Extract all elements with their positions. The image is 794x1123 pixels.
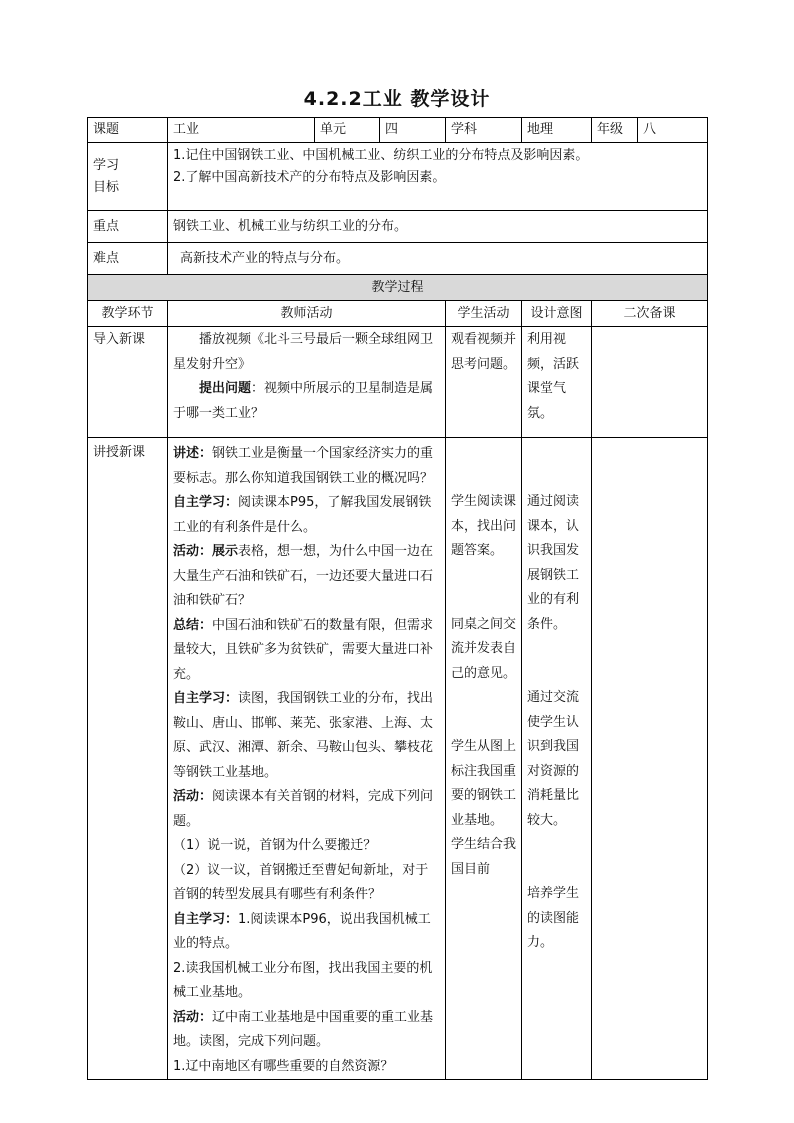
difficulty-label: 难点 xyxy=(88,243,168,275)
col-intent: 设计意图 xyxy=(522,301,592,327)
intro-student-text: 观看视频并思考问题。 xyxy=(451,332,517,372)
difficulty-text: 高新技术产业的特点与分布。 xyxy=(168,243,708,275)
intro-teacher-p2-rest: ：视频中所展示的卫星制造是属于哪一类工业？ xyxy=(173,381,434,421)
lecture-teacher-p: 1.辽中南地区有哪些重要的自然资源？ xyxy=(173,1058,394,1074)
lecture-student-p: 学生从图上标注我国重要的钢铁工业基地。 xyxy=(451,739,517,828)
objectives-content xyxy=(168,143,708,211)
lecture-teacher-p: 2.读我国机械工业分布图，找出我国主要的机械工业基地。 xyxy=(173,960,433,1000)
objectives-row xyxy=(88,143,708,211)
lecture-intent-p: 通过阅读课本，认识我国发展钢铁工业的有利条件。 xyxy=(527,494,580,632)
unit-value: 四 xyxy=(380,118,446,143)
lesson-plan-table xyxy=(87,117,708,1080)
intro-second xyxy=(592,327,708,438)
lecture-teacher-p: （1）说一说，首钢为什么要搬迁？ xyxy=(173,838,377,853)
info-row xyxy=(88,118,708,143)
grade-label: 年级 xyxy=(592,118,638,143)
lecture-teacher-p: 总结：中国石油和铁矿石的数量有限，但需求量较大，且铁矿多为贫铁矿，需要大量进口补充。 xyxy=(173,617,434,682)
intro-intent-text: 利用视频，活跃课堂气氛。 xyxy=(527,332,580,421)
subject-label: 学科 xyxy=(446,118,522,143)
lecture-teacher xyxy=(168,438,446,1080)
intro-teacher-p1: 播放视频《北斗三号最后一颗全球组网卫星发射升空》 xyxy=(173,332,434,372)
page-title: 4.2.2工业 教学设计 xyxy=(303,88,491,110)
difficulty-row xyxy=(88,243,708,275)
lecture-teacher-p: 自主学习：1.阅读课本P96，说出我国机械工业的特点。 xyxy=(173,911,431,951)
intro-stage: 导入新课 xyxy=(88,327,168,438)
key-point-text: 钢铁工业、机械工业与纺织工业的分布。 xyxy=(168,211,708,243)
subject-value: 地理 xyxy=(522,118,592,143)
lecture-teacher-p: 讲述：钢铁工业是衡量一个国家经济实力的重要标志。那么你知道我国钢铁工业的概况吗？ xyxy=(173,446,434,486)
intro-intent xyxy=(522,327,592,438)
course-value: 工业 xyxy=(168,118,315,143)
lecture-teacher-p: 活动：辽中南工业基地是中国重要的重工业基地。读图，完成下列问题。 xyxy=(173,1009,434,1049)
key-point-row xyxy=(88,211,708,243)
intro-teacher-p2 xyxy=(173,377,440,426)
objectives-label-line2: 目标 xyxy=(93,179,120,195)
col-stage: 教学环节 xyxy=(88,301,168,327)
objective-item: 2.了解中国高新技术产的分布特点及影响因素。 xyxy=(173,170,446,185)
columns-row xyxy=(88,301,708,327)
lecture-stage: 讲授新课 xyxy=(88,438,168,1080)
lecture-student-p: 学生结合我国目前 xyxy=(451,837,517,877)
process-header-row xyxy=(88,275,708,301)
key-point-label: 重点 xyxy=(88,211,168,243)
col-second: 二次备课 xyxy=(592,301,708,327)
objectives-label xyxy=(88,143,168,211)
intro-student xyxy=(446,327,522,438)
unit-label: 单元 xyxy=(315,118,380,143)
intro-teacher xyxy=(168,327,446,438)
col-teacher: 教师活动 xyxy=(168,301,446,327)
objectives-label-line1: 学习 xyxy=(93,157,120,173)
lecture-teacher-p: 活动：展示表格，想一想，为什么中国一边在大量生产石油和铁矿石，一边还要大量进口石油和铁矿石？ xyxy=(173,544,434,608)
lecture-teacher-p: 活动：阅读课本有关首钢的材料，完成下列问题。 xyxy=(173,789,434,829)
lecture-row xyxy=(88,438,708,1080)
grade-value: 八 xyxy=(638,118,708,143)
lecture-second xyxy=(592,438,708,1080)
course-label: 课题 xyxy=(88,118,168,143)
lecture-teacher-p: （2）议一议，首钢搬迁至曹妃甸新址，对于首钢的转型发展具有哪些有利条件？ xyxy=(173,862,429,902)
process-header: 教学过程 xyxy=(88,275,708,301)
lecture-intent-p: 通过交流使学生认识到我国对资源的消耗量比较大。 xyxy=(527,690,580,828)
lecture-student-p: 同桌之间交流并发表自己的意见。 xyxy=(451,616,517,681)
lecture-student xyxy=(446,438,522,1080)
lecture-intent-p: 培养学生的读图能力。 xyxy=(527,886,580,950)
lecture-teacher-p: 自主学习：读图，我国钢铁工业的分布，找出鞍山、唐山、邯郸、莱芜、张家港、上海、太原、武汉、湘潭、新余、马鞍山包头、攀枝花等钢铁工业基地。 xyxy=(173,691,434,780)
lecture-teacher-p: 自主学习：阅读课本P95，了解我国发展钢铁工业的有利条件是什么。 xyxy=(173,495,432,535)
col-student: 学生活动 xyxy=(446,301,522,327)
objective-item: 1.记住中国钢铁工业、中国机械工业、纺织工业的分布特点及影响因素。 xyxy=(173,148,589,163)
intro-row xyxy=(88,327,708,438)
lecture-intent xyxy=(522,438,592,1080)
intro-teacher-p2-bold: 提出问题 xyxy=(199,381,252,396)
lecture-student-p: 学生阅读课本，找出问题答案。 xyxy=(451,494,517,558)
